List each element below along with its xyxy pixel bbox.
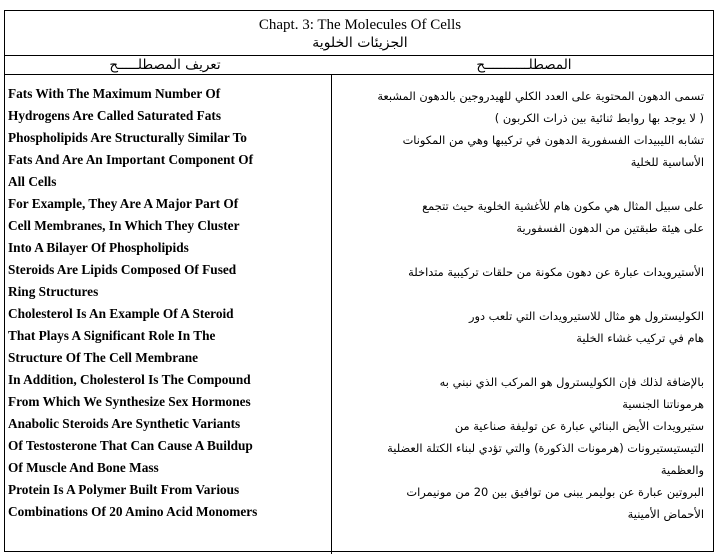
english-definition-line: Phospholipids Are Structurally Similar To — [8, 130, 247, 145]
arabic-definition-line: البروتين عبارة عن بوليمر يبنى من توافيق بين 20 من مونيمرات — [406, 485, 704, 499]
arabic-definition-line: تشابه الليبيدات الفسفورية الدهون في تركيبها وهي من المكونات — [402, 133, 704, 147]
arabic-definition-line: ( لا يوجد بها روابط ثنائية بين ذرات الكربون ) — [494, 111, 704, 125]
english-definition-line: Of Testosterone That Can Cause A Buildup — [8, 438, 253, 453]
arabic-definition-line: على هيئة طبقتين من الدهون الفسفورية — [516, 221, 704, 235]
english-definition-line: Hydrogens Are Called Saturated Fats — [8, 108, 221, 123]
english-definition-line: Ring Structures — [8, 284, 99, 299]
english-definition-line: From Which We Synthesize Sex Hormones — [8, 394, 251, 409]
arabic-definition-line: تسمى الدهون المحتوية على العدد الكلي للهيدروجين بالدهون المشبعة — [377, 89, 704, 103]
english-definition-line: Cholesterol Is An Example Of A Steroid — [8, 306, 234, 321]
arabic-definition-line: الكوليسترول هو مثال للاستيرويدات التي تلعب دور — [468, 309, 704, 323]
column-divider — [331, 74, 332, 554]
english-definition-line: In Addition, Cholesterol Is The Compound — [8, 372, 251, 387]
arabic-definition-line: التيستيستيرونات (هرمونات الذكورة) والتي تؤدي لبناء الكتلة العضلية — [387, 441, 704, 455]
english-definition-line: Combinations Of 20 Amino Acid Monomers — [8, 504, 258, 519]
arabic-definition-line: على سبيل المثال هي مكون هام للأغشية الخلوية حيث تتجمع — [422, 199, 704, 213]
page-title: Chapt. 3: The Molecules Of Cells — [258, 17, 462, 33]
arabic-definition-line: هرموناتنا الجنسية — [622, 397, 704, 411]
english-definition-line: That Plays A Significant Role In The — [8, 328, 216, 343]
english-definition-line: Anabolic Steroids Are Synthetic Variants — [8, 416, 241, 431]
english-definition-line: Steroids Are Lipids Composed Of Fused — [8, 262, 237, 277]
page-subtitle-arabic: الجزيئات الخلوية — [312, 35, 408, 51]
english-definition-line: Fats With The Maximum Number Of — [8, 86, 221, 101]
english-definition-line: Protein Is A Polymer Built From Various — [8, 482, 240, 497]
arabic-definition-line: الأحماض الأمينية — [627, 507, 704, 521]
english-definition-line: Fats And Are An Important Component Of — [8, 152, 254, 167]
arabic-definition-line: بالإضافة لذلك فإن الكوليسترول هو المركب الذي نبني به — [439, 375, 704, 389]
header-term-column: المصطلـــــــــــح — [476, 57, 572, 73]
arabic-definition-line: الأساسية للخلية — [630, 155, 704, 169]
arabic-definition-line: ستيرويدات الأيض البنائي عبارة عن توليفة صناعية من — [454, 419, 704, 433]
arabic-definition-line: والعظمية — [660, 463, 704, 477]
header-bottom-rule — [4, 74, 714, 75]
arabic-definition-line: هام في تركيب غشاء الخلية — [576, 331, 704, 345]
arabic-definition-line: الأستيرويدات عبارة عن دهون مكونة من حلقات تركيبية متداخلة — [408, 265, 704, 279]
english-definition-line: All Cells — [8, 174, 57, 189]
english-definition-line: For Example, They Are A Major Part Of — [8, 196, 239, 211]
english-definition-line: Into A Bilayer Of Phospholipids — [8, 240, 189, 255]
header-definition-column: تعريف المصطلـــــح — [109, 57, 221, 73]
english-definition-line: Structure Of The Cell Membrane — [8, 350, 199, 365]
english-definition-line: Of Muscle And Bone Mass — [8, 460, 159, 475]
english-definition-line: Cell Membranes, In Which They Cluster — [8, 218, 240, 233]
